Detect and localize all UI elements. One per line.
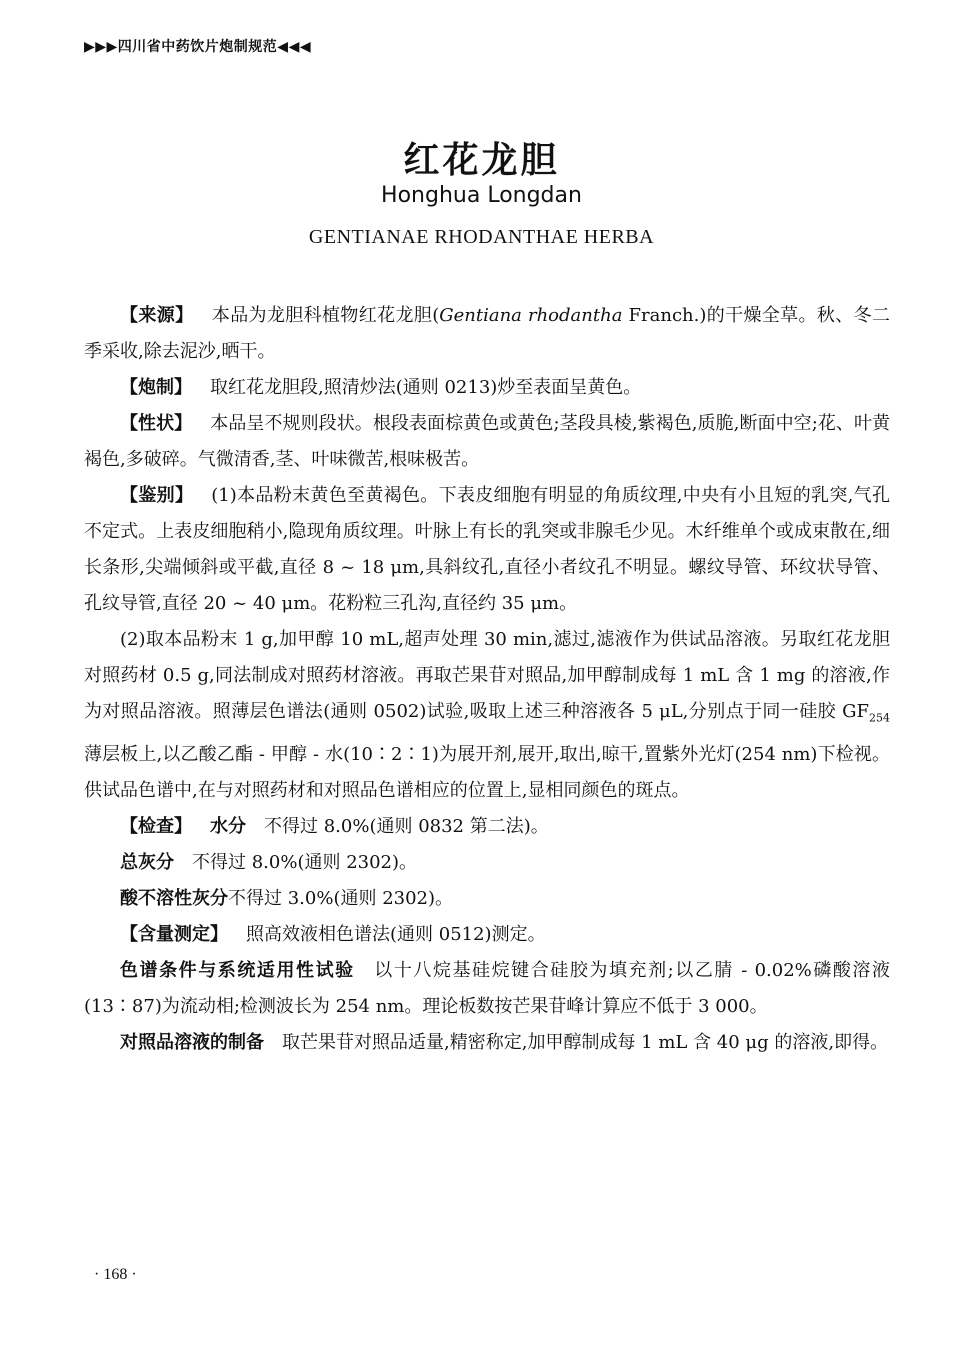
assay-label: 【含量测定】: [120, 923, 228, 945]
source-text-before: 本品为龙胆科植物红花龙胆(: [211, 305, 440, 326]
page-number: · 168 ·: [94, 1266, 137, 1283]
identification-label: 【鉴别】: [120, 485, 194, 506]
identification-paragraph-1: [84, 478, 890, 622]
processing-paragraph: [84, 370, 890, 406]
water-text: 不得过 8.0%(通则 0832 第二法)。: [264, 815, 549, 837]
chromatography-label: 色谱条件与系统适用性试验: [120, 959, 355, 981]
running-header: ▶▶▶四川省中药饮片炮制规范◀◀◀: [84, 39, 312, 55]
total-ash-paragraph: [84, 845, 890, 881]
acid-ash-text: 不得过 3.0%(通则 2302)。: [228, 887, 454, 909]
chromatography-text: 以十八烷基硅烷键合硅胶为填充剂;以乙腈 - 0.02%磷酸溶液(13∶87)为流动相;检测波长为 254 nm。理论板数按芒果苷峰计算应不低于 3 000。: [84, 959, 890, 1017]
source-species: Gentiana rhodantha: [439, 305, 623, 326]
assay-paragraph: [84, 917, 890, 953]
source-label: 【来源】: [120, 305, 194, 326]
reference-solution-text: 取芒果苷对照品适量,精密称定,加甲醇制成每 1 mL 含 40 μg 的溶液,即得。: [282, 1031, 889, 1053]
total-ash-text: 不得过 8.0%(通则 2302)。: [192, 851, 418, 873]
description-text: 本品呈不规则段状。根段表面棕黄色或黄色;茎段具棱,紫褐色,质脆,断面中空;花、叶黄褐色,多破碎。气微清香,茎、叶味微苦,根味极苦。: [84, 413, 891, 470]
inspection-paragraph: [84, 809, 890, 845]
description-paragraph: [84, 406, 890, 478]
identification-paragraph-2: [84, 622, 890, 809]
processing-text: 取红花龙胆段,照清炒法(通则 0213)炒至表面呈黄色。: [210, 377, 642, 398]
identification-subscript: 254: [869, 711, 890, 725]
monograph-title: 红花龙胆: [403, 140, 560, 181]
total-ash-label: 总灰分: [120, 851, 174, 873]
source-paragraph: [84, 298, 890, 370]
description-label: 【性状】: [120, 413, 193, 434]
inspection-label: 【检查】: [120, 815, 192, 837]
monograph-body: [84, 298, 890, 1061]
identification-text-1: (1)本品粉末黄色至黄褐色。下表皮细胞有明显的角质纹理,中央有小且短的乳突,气孔不定式。上表皮细胞稍小,隐现角质纹理。叶脉上有长的乳突或非腺毛少见。木纤维单个或成束散在,细长条形,尖端倾斜或平截,直径 8 ~ 18 μm,具斜纹孔,直径小者纹孔不明显。螺纹导管、环纹状导管、孔纹导管,直径 20 ~ 40 μm。花粉粒三孔沟,直径约 35 μm。: [84, 485, 891, 614]
reference-solution-paragraph: [84, 1025, 890, 1061]
monograph-pinyin: Honghua Longdan: [381, 183, 582, 208]
identification-text-2-before: (2)取本品粉末 1 g,加甲醇 10 mL,超声处理 30 min,滤过,滤液作为供试品溶液。另取红花龙胆对照药材 0.5 g,同法制成对照药材溶液。再取芒果苷对照品,加甲醇制成每 1 mL 含 1 mg 的溶液,作为对照品溶液。照薄层色谱法(通则 0502)试验,吸取上述三种溶液各 5 μL,分别点于同一硅胶 GF: [84, 629, 890, 722]
monograph-latin-name: GENTIANAE RHODANTHAE HERBA: [308, 226, 655, 248]
acid-ash-paragraph: [84, 881, 890, 917]
processing-label: 【炮制】: [120, 377, 192, 398]
source-text-after: Franch.)的干燥全草。秋、冬二季采收,除去泥沙,晒干。: [84, 305, 891, 362]
water-label: 水分: [210, 815, 246, 837]
reference-solution-label: 对照品溶液的制备: [120, 1031, 264, 1053]
acid-ash-label: 酸不溶性灰分: [120, 887, 228, 909]
identification-text-2-after: 薄层板上,以乙酸乙酯 - 甲醇 - 水(10∶2∶1)为展开剂,展开,取出,晾干,置紫外光灯(254 nm)下检视。供试品色谱中,在与对照药材和对照品色谱相应的位置上,显相同颜色的斑点。: [84, 743, 890, 801]
assay-text: 照高效液相色谱法(通则 0512)测定。: [246, 923, 546, 945]
chromatography-paragraph: [84, 953, 890, 1025]
